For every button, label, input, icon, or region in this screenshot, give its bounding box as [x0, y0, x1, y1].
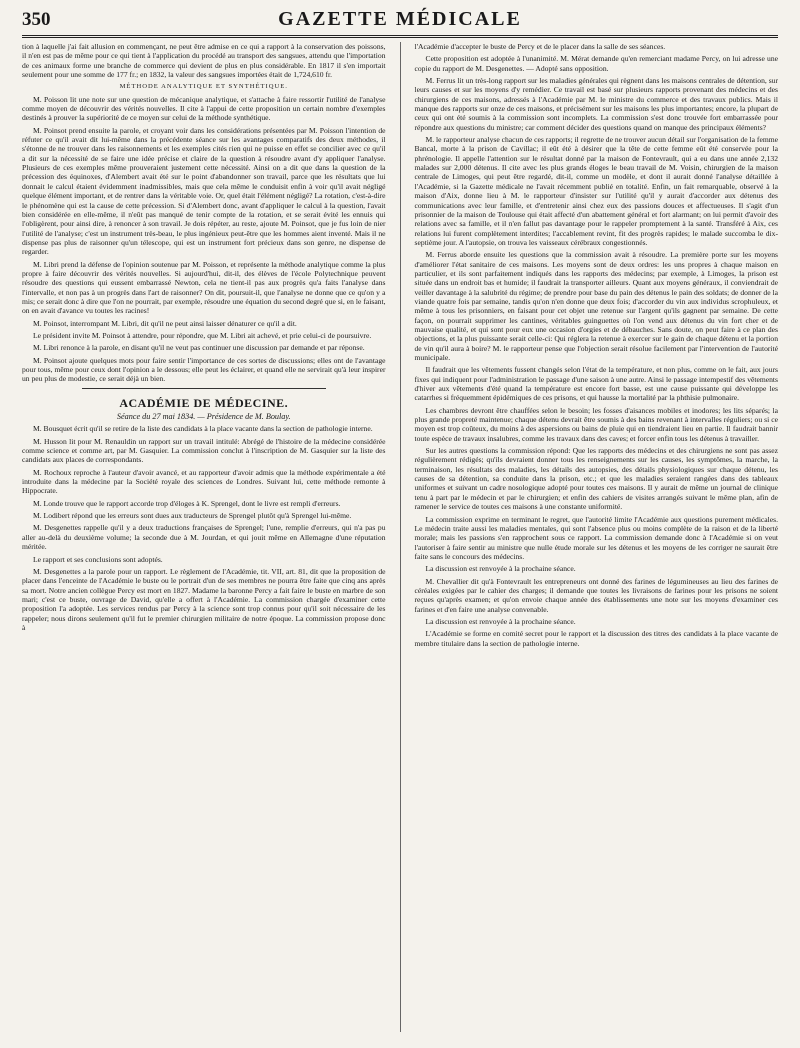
- paragraph: M. Poisson lit une note sur une question de mécanique analytique, et s'attache à faire ressortir l'utilité de l'analyse comme moyen de découvrir des vérités nouvelles. Il cite à l'appui de cette proposition un certain nombre d'exemples destinés à prouver la supériorité de ce moyen sur celui de la méthode synthétique.: [22, 94, 386, 123]
- section-title: ACADÉMIE DE MÉDECINE.: [119, 395, 289, 410]
- paragraph: M. Libri renonce à la parole, en disant qu'il ne veut pas continuer une discussion par demande et par réponse.: [33, 343, 365, 353]
- right-column: [415, 42, 779, 1032]
- journal-title: GAZETTE MÉDICALE: [278, 8, 522, 30]
- section-rule: [82, 388, 326, 389]
- seance-line: Séance du 27 mai 1834. — Présidence de M. Boulay.: [116, 412, 291, 422]
- paragraph: M. Chevallier dit qu'à Fontevrault les entrepreneurs ont donné des farines de légumineuses au lieu des farines de céréales exigées par le cahier des charges; il demande que toutes les livraisons de farines pour les prisons ne soient reçues qu'après examen; et qu'on envoie chaque année des établissements une note sur les moyens d'examiner ces farines et d'en faire une analyse convenable.: [414, 576, 778, 614]
- paragraph: L'Académie se forme en comité secret pour le rapport et la discussion des titres des candidats à la place vacante de membre titulaire dans la section de pathologie interne.: [414, 629, 778, 648]
- paragraph: M. Bousquet écrit qu'il se retire de la liste des candidats à la place vacante dans la section de pathologie interne.: [33, 424, 373, 434]
- paragraph: Sur les autres questions la commission répond: Que les rapports des médecins et des chirurgiens ne sont pas assez régulièrement rédigés; qu'ils devraient donner tous les renseignements sur les causes, les symptômes, la marche, la terminaison, les résultats des maladies, les détails des autopsies, des détails physiologiques sur chaque détenu, les causes de sa détention, sa conduite dans la prison, etc.; et que les maladies seraient rangées dans des tableaux uniformes et suivant un cadre nosologique adopté pour toutes ces maisons. Il y aurait de même un journal de clinique tenu à part par le médecin et par le chirurgien; et enfin des cahiers de visites arrangés suivant le même plan, afin de ramener le service de toutes ces maisons à une constante uniformité.: [414, 446, 778, 512]
- paragraph: Il faudrait que les vêtements fussent changés selon l'état de la température, et non plus, comme on le fait, aux jours fixes qui indiquent pour l'administration le passage d'une saison à une autre. Ainsi le passage intempestif des vêtements d'hiver aux vêtements d'été quand la température est encore fort basse, est une cause puissante qui développe les catarrhes si fréquemment épidémiques de ces prisons, et qui hausse la mortalité par la phthisie pulmonaire.: [414, 365, 778, 403]
- masthead: [22, 8, 778, 38]
- subheading: MÉTHODE ANALYTIQUE ET SYNTHÉTIQUE.: [119, 83, 288, 91]
- paragraph: l'Académie d'accepter le buste de Percy et de le placer dans la salle de ses séances.: [414, 42, 666, 51]
- paragraph: La commission exprime en terminant le regret, que l'autorité limite l'Académie aux questions purement médicales. Le médecin traite aussi les maladies mentales, qui sont l'absence plus ou moins complète de la raison et de la liberté morale; mais les passions s'en rapprochent sous ce rapport. La commission demande donc à l'Académie si on veut l'autoriser à faire sentir au ministre que nulle étude morale sur les détenus et les moyens de les corriger ne saurait être faite sans le concours des médecins.: [414, 514, 778, 561]
- paragraph: Cette proposition est adoptée à l'unanimité. M. Mérat demande qu'en remerciant madame Percy, on lui adresse une copie du rapport de M. Desgenettes. — Adopté sans opposition.: [414, 54, 778, 73]
- paragraph: M. Desgenettes rappelle qu'il y a deux traductions françaises de Sprengel; l'une, remplie d'erreurs, qui n'a pas pu aller au-delà du deuxième volume; la seconde due à M. Jourdan, et qui jouit même en Allemagne d'une réputation méritée.: [22, 523, 386, 552]
- paragraph: M. Husson lit pour M. Renauldin un rapport sur un travail intitulé: Abrégé de l'histoire de la médecine considérée comme science et comme art, par M. Gasquier. La commission conclut à l'inscription de M. Gasquier sur la liste des candidats aux places de correspondants.: [22, 436, 386, 465]
- paragraph: La discussion est renvoyée à la prochaine séance.: [425, 564, 576, 574]
- paragraph: M. Poinsot prend ensuite la parole, et croyant voir dans les considérations présentées par M. Poisson l'intention de réfuter ce qu'il avait dit lui-même dans la précédente séance sur les avantages comparatifs des deux méthodes, il s'étonne de ne trouver dans les raisonnements et les exemples cités rien qui ne puisse en effet se concilier avec ce qu'il a dit sur la nécessité de se faire une idée précise et claire de la question à résoudre avant d'y appliquer l'analyse. Plusieurs de ces exemples même prouveraient justement cette nécessité. Ainsi on a dit que dans la question de la précession des équinoxes, d'Alembert avait été sur le point d'abandonner son travail, parce que les résultats que lui donnait le calcul étaient évidemment inadmissibles, mais que cela même le conduisit enfin à voir qu'il avait négligé quelque élément important, et de rentrer dans la véritable voie. Or, quel était l'élément négligé? La rotation, c'est-à-dire le phénomène qui est la cause de cette précession. Si d'Alembert donc, avant d'appliquer le calcul à la question, l'avait bien considérée en elle-même, il n'eût pas manqué de tenir compte de la rotation, et se serait évité les ennuis qui l'obligèrent, pour ainsi dire, à renoncer à son travail. Je dois répéter, au reste, ajoute M. Poinsot, que je fus loin de nier l'utilité de l'analyse; c'est un instrument très-beau, le plus ingénieux peut-être que les hommes aient inventé. Mais il ne dispense pas plus de raisonner qu'un télescope, qui est un instrument fort précieux dans son genre, ne dispense de regarder.: [22, 125, 386, 257]
- paragraph: Le rapport et ses conclusions sont adoptés.: [33, 554, 163, 564]
- paragraph: M. le rapporteur analyse chacun de ces rapports; il regrette de ne trouver aucun détail sur l'organisation de la femme Bancal, morte à la prison de Cavillac; il eût été à désirer que la tête de cette femme eût été conservée pour la phrénologie. Il appelle l'attention sur le résultat donné par la maison de Fontevrault, qui a eu dans une année 2,132 malades sur 2,000 détenus. Il cite avec les plus grands éloges le beau travail de M. Voisin, chirurgien de la maison centrale de Limoges, qui peut être regardé, dit-il, comme un modèle, et dont il aurait donné l'analyse détaillée à l'Académie, si la Gazette médicale ne l'avait récemment publié en totalité. Enfin, un fait remarquable, observé à la maison d'Aix, donne lieu à M. le rapporteur d'insister sur l'utilité qu'il y aurait d'accorder aux détenus des communications avec leur famille, et d'entretenir ainsi chez eux des passions douces et affectueuses. Il s'agit d'un prisonnier de la maison de Toulouse qui était affecté d'un abattement général et fort alarmant; on lui permit d'avoir des relations avec sa famille, et il n'en fallut pas davantage pour le rappeler promptement à la santé. Transféré à Aix, ces relations lui furent complètement interdites; l'accablement revint, fit des progrès rapides; le malade succomba le dix-septième jour. A l'autopsie, on trouva les vaisseaux cérébraux congestionnés.: [414, 135, 778, 247]
- paragraph: M. Rochoux reproche à l'auteur d'avoir avancé, et au rapporteur d'avoir admis que la méthode expérimentale a été introduite dans la médecine par la Société royale des sciences de Londres. Suivant lui, cette méthode remonte à Hippocrate.: [22, 467, 386, 496]
- paragraph: M. Poinsot ajoute quelques mots pour faire sentir l'importance de ces sortes de discussions; elles ont de l'avantage pour tous, même pour ceux dont l'opinion a le dessous; elle peut les éclairer, et quand elle ne servirait qu'à leur inspirer un peu plus de modestie, ce serait déjà un bien.: [22, 355, 386, 384]
- paragraph: La discussion est renvoyée à la prochaine séance.: [425, 616, 576, 626]
- left-column: [22, 42, 386, 1032]
- column-divider: [400, 42, 401, 1032]
- paragraph: M. Desgenettes a la parole pour un rapport. Le règlement de l'Académie, tit. VII, art. 81, dit que la proposition de placer dans l'enceinte de l'Académie le buste ou le portrait d'un de ses membres ne pourra être faite que cinq ans après sa mort. Notre ancien collègue Percy est mort en 1827. Madame la baronne Percy a fait faire le buste en marbre de son mari; c'est ce buste, ouvrage de David, qu'elle a offert à l'Académie. La commission chargée d'examiner cette proposition l'a adoptée. Les services rendus par Percy à la science sont trop connus pour qu'il soit nécessaire de les rappeler; nous dirons seulement qu'il fut le premier chirurgien militaire de notre époque. La commission propose donc à: [22, 566, 386, 632]
- paragraph: M. Ferrus lit un très-long rapport sur les maladies générales qui règnent dans les maisons centrales de détention, sur leurs causes et sur les moyens d'y remédier. Ce travail est basé sur plusieurs rapports provenant des médecins et des chirurgiens de ces maisons, adressés à l'Académie par M. le ministre du commerce et des travaux publics. Mais il manque des rapports sur onze de ces maisons, et précisément sur les maisons les plus importantes; encore, la plupart de ceux qui ont été soumis à la commission sont incomplets. La commission s'est donc trouvée fort embarrassée pour répondre aux questions du ministre; car comment décider des questions quand on manque des principaux éléments?: [414, 76, 778, 132]
- paragraph: M. Lodibert répond que les erreurs sont dues aux traducteurs de Sprengel plutôt qu'à Sprengel lui-même.: [33, 511, 352, 521]
- columns: [22, 42, 778, 1032]
- paragraph: Le président invite M. Poinsot à attendre, pour répondre, que M. Libri ait achevé, et prie celui-ci de poursuivre.: [33, 330, 372, 340]
- paragraph: M. Londe trouve que le rapport accorde trop d'éloges à K. Sprengel, dont le livre est rempli d'erreurs.: [33, 498, 341, 508]
- paragraph: M. Ferrus aborde ensuite les questions que la commission avait à résoudre. La première porte sur les moyens d'améliorer l'état sanitaire de ces maisons. Les moyens sont de deux ordres: les uns propres à chaque maison en particulier, et ils sont parfaitement indiqués dans les rapports des médecins; par exemple, à Limoges, la prison est située dans un endroit bas et humide; il faudrait la transporter ailleurs. Quant aux moyens généraux, il conviendrait de veiller davantage à la salubrité du régime; de prendre pour base du pain des détenus le pain des soldats; de donner de la viande quatre fois par semaine, tandis qu'on n'en donne que deux fois; d'accorder du vin aux individus scrophuleux, et même à tous les prisonniers, en faisant pour cet objet une retenue sur l'argent qu'ils gagnent par semaine. De cette façon, on pourrait supprimer les cantines, véritables guinguettes où l'on vend aux détenus du vin fort cher et de mauvaise qualité, et qui sont pour eux une occasion d'orgies et de débauches. Sans doute, on peut faire à ce plan des objections, et la plus puissante serait celle-ci: Qui réglera la retenue à exercer sur le gain de chaque détenu et la portion de vin qu'il aura à boire? M. le rapporteur pense que l'objection serait résolue facilement par l'intervention de l'autorité municipale.: [414, 250, 778, 362]
- paragraph: M. Libri prend la défense de l'opinion soutenue par M. Poisson, et représente la méthode analytique comme la plus propre à faire découvrir des vérités nouvelles. Si aujourd'hui, dit-il, des élèves de l'école Polytechnique peuvent résoudre des questions qui eussent embarrassé Newton, cela ne tient-il pas aux progrès qu'a faits l'analyse dans l'intervalle, et non pas à un progrès dans l'art de raisonner? On dit, poursuit-il, que l'analyse ne donne que ce qu'on y a mis; ce serait donc à dire que l'on ne pourrait, par exemple, résoudre une équation du second degré que si, en le faisant, on en avait d'avance vu toutes les racines!: [22, 259, 386, 316]
- paragraph: M. Poinsot, interrompant M. Libri, dit qu'il ne peut ainsi laisser dénaturer ce qu'il a dit.: [33, 318, 297, 328]
- paragraph: Les chambres devront être chauffées selon le besoin; les fosses d'aisances mobiles et inodores; les lits séparés; la plus grande propreté maintenue; chaque détenu devrait être soumis à des bains revenant à intervalles réguliers; ou si ce moyen est trop coûteux, du moins à des aspersions ou bains de pluie qui en tiendraient lieu en partie. Il faudrait bannir toute espèce de travaux insalubres, comme les travaux dans des caves; et forcer enfin tous les détenus à travailler.: [414, 405, 778, 443]
- page-number: 350: [22, 9, 51, 30]
- paragraph: tion à laquelle j'ai fait allusion en commençant, ne peut être admise en ce qui a rapport à la conservation des poissons, il n'en est pas de même pour ce qui tient à l'application du procédé au transport des sangsues, attendu que l'importation de ces animaux forme une branche de commerce qui devient de plus en plus considérable. En 1817 il s'en importait seulement pour une somme de 177 fr.; en 1832, la valeur des sangsues importées était de 1,724,610 fr.: [22, 42, 386, 80]
